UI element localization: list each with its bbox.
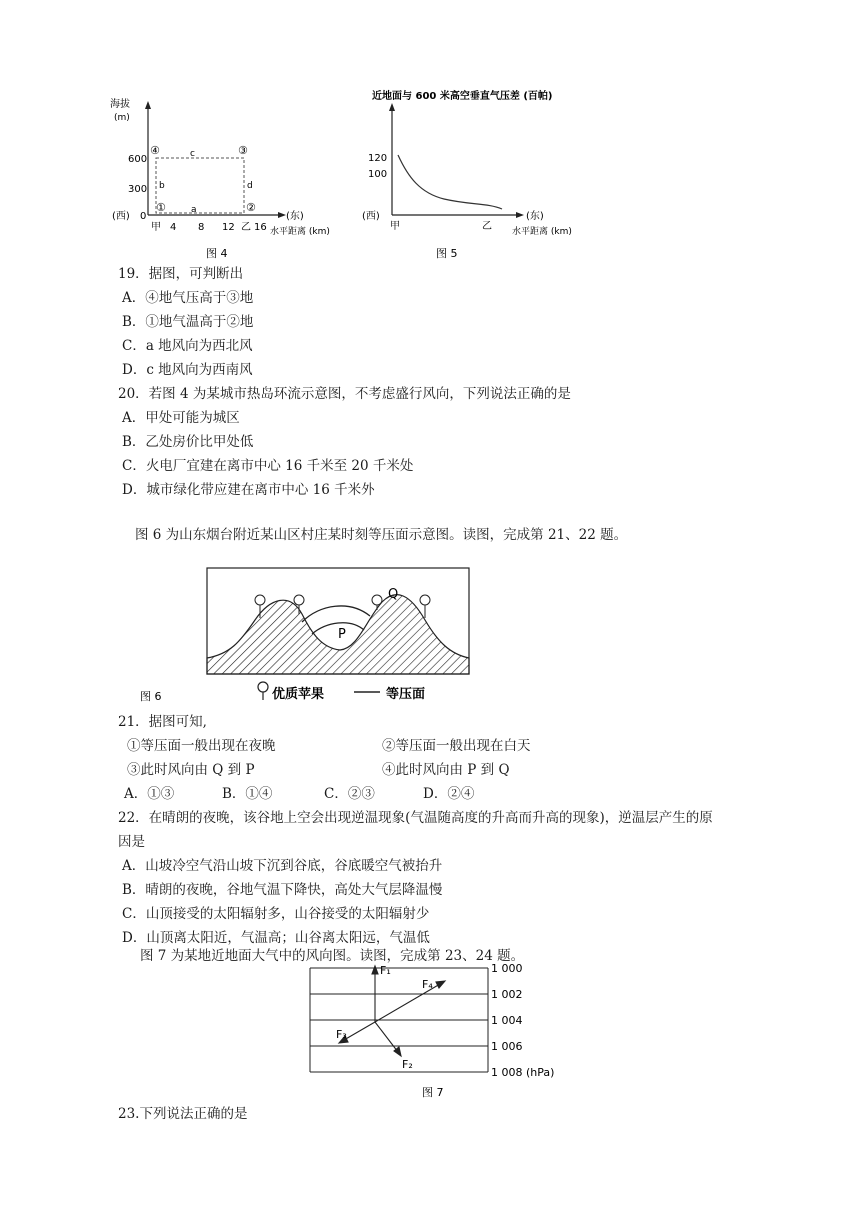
fig4-corner-3: ③ [238,144,248,157]
fig4-corner-4: ④ [150,144,160,157]
q21-stem: 21．据图可知, [118,714,207,730]
fig4-x-jia: 甲 [151,222,161,233]
fig7-caption: 图 7 [422,1086,444,1099]
intro-fig7: 图 7 为某地近地面大气中的风向图。读图，完成第 23、24 题。 [140,948,525,964]
figure-4 [110,95,340,265]
fig4-xtick-16: 16 [254,222,267,233]
q21-option-d: D．②④ [423,786,475,802]
fig4-ytick-600: 600 [128,154,148,165]
q19-option-b: B．①地气温高于②地 [122,314,254,330]
fig5-ytick-120: 120 [368,153,388,164]
fig5-curve [398,155,502,209]
q23-stem: 23.下列说法正确的是 [118,1106,248,1122]
fig4-x-label: 水平距离 (km) [270,227,330,237]
intro-fig6: 图 6 为山东烟台附近某山区村庄某时刻等压面示意图。读图，完成第 21、22 题。 [135,527,628,543]
fig7-f4: F₄ [422,978,433,991]
fig5-x-label: 水平距离 (km) [512,227,572,237]
q22-option-d: D．山顶离太阳近，气温高；山谷离太阳远，气温低 [122,930,430,946]
fig5-x-jia: 甲 [390,221,400,232]
fig4-edge-b: b [159,181,165,191]
fig4-east: (东) [286,211,304,222]
fig5-caption: 图 5 [436,247,458,260]
fig5-ytick-100: 100 [368,169,388,180]
fig4-xtick-4: 4 [170,222,177,233]
fig5-west: (西) [362,211,380,222]
fig4-y-unit: (m) [114,113,130,123]
fig5-title: 近地面与 600 米高空垂直气压差 (百帕) [372,91,553,102]
fig4-caption: 图 4 [206,247,228,260]
fig7-p-1002: 1 002 [491,988,523,1001]
q21-option-a: A．①③ [124,786,175,802]
q22-option-c: C．山顶接受的太阳辐射多，山谷接受的太阳辐射少 [122,906,430,922]
fig6-caption: 图 6 [140,690,162,703]
fig6-legend-isobar: 等压面 [386,687,426,702]
fig5-x-yi: 乙 [482,221,492,232]
q19-stem: 19．据图，可判断出 [118,266,244,282]
q19-option-c: C．a 地风向为西北风 [122,338,253,354]
q22-option-a: A．山坡冷空气沿山坡下沉到谷底，谷底暖空气被抬升 [122,858,443,874]
fig4-ytick-300: 300 [128,184,148,195]
fig6-label-q: Q [388,587,399,602]
fig4-corner-1: ① [156,201,166,214]
fig7-f3: F₃ [336,1028,347,1041]
q19-option-a: A．④地气压高于③地 [122,290,254,306]
q20-option-d: D．城市绿化带应建在离市中心 16 千米外 [122,482,375,498]
q19-option-d: D．c 地风向为西南风 [122,362,253,378]
q21-item-4: ④此时风向由 P 到 Q [382,762,510,778]
q21-option-b: B．①④ [222,786,273,802]
figure-6 [130,562,500,710]
q20-stem: 20．若图 4 为某城市热岛环流示意图，不考虑盛行风向，下列说法正确的是 [118,386,571,402]
fig4-edge-d: d [247,181,253,191]
q21-option-c: C．②③ [324,786,375,802]
q22-option-b: B．晴朗的夜晚，谷地气温下降快，高处大气层降温慢 [122,882,443,898]
figure-5 [360,85,590,265]
fig4-x-yi: 乙 [241,222,251,233]
figure-7 [300,962,570,1106]
fig7-p-1008: 1 008 (hPa) [491,1066,555,1079]
fig4-xtick-8: 8 [198,222,205,233]
fig7-p-1000: 1 000 [491,962,523,975]
q22-stem-line1: 22．在晴朗的夜晚，该谷地上空会出现逆温现象(气温随高度的升高而升高的现象)，逆温层产生的原 [118,810,713,826]
fig6-label-p: P [338,627,346,642]
fig7-f1: F₁ [380,964,391,977]
fig4-edge-a: a [191,205,197,215]
q20-option-a: A．甲处可能为城区 [122,410,240,426]
q21-item-1: ①等压面一般出现在夜晚 [127,738,276,754]
q22-stem-line2: 因是 [118,834,145,850]
q21-item-2: ②等压面一般出现在白天 [382,738,531,754]
fig4-west: (西) [112,211,130,222]
fig4-corner-2: ② [246,201,256,214]
fig4-y-label: 海拔 [110,99,130,110]
fig4-ytick-0: 0 [140,211,147,222]
fig7-f2: F₂ [402,1058,413,1071]
q21-item-3: ③此时风向由 Q 到 P [127,762,255,778]
fig7-p-1004: 1 004 [491,1014,523,1027]
legend-apple-icon [258,682,268,700]
fig6-legend-apple: 优质苹果 [272,687,325,702]
fig4-edge-c: c [190,149,195,159]
fig7-p-1006: 1 006 [491,1040,523,1053]
q20-option-b: B．乙处房价比甲处低 [122,434,254,450]
fig4-xtick-12: 12 [222,222,235,233]
fig5-east: (东) [526,211,544,222]
q20-option-c: C．火电厂宜建在离市中心 16 千米至 20 千米处 [122,458,414,474]
